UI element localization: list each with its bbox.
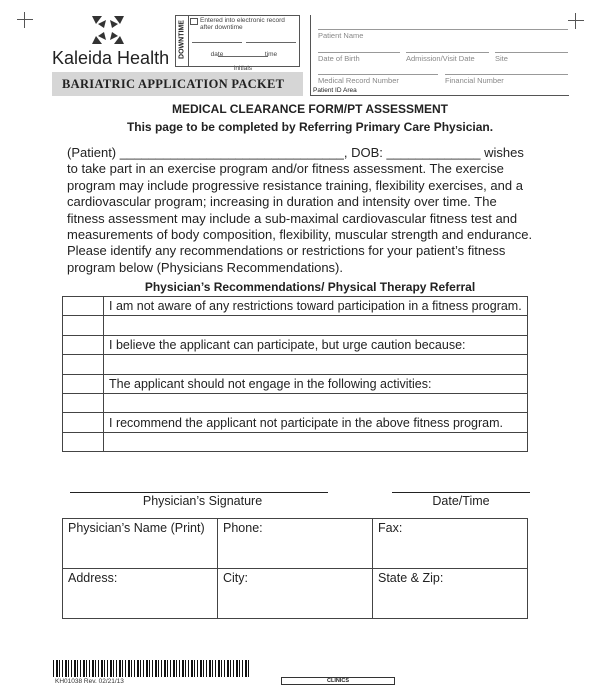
fax-field[interactable]: Fax: [373,519,528,569]
downtime-time-field[interactable]: time [246,42,296,61]
table-row [63,569,528,619]
table-row [63,393,528,412]
brand-name: Kaleida Health [52,48,170,68]
recommendations-heading: Physician’s Recommendations/ Physical Therapy Referral [144,280,476,294]
datetime-field[interactable] [392,492,530,493]
table-row: I am not aware of any restrictions toward participation in a fitness program. [63,297,528,316]
checkbox-cell[interactable] [63,316,104,335]
notes-cell[interactable] [104,432,528,451]
barcode [53,660,250,677]
downtime-label: DOWNTIME [178,20,186,59]
mrn-label: Medical Record Number [318,76,399,85]
address-field[interactable]: Address: [63,569,218,619]
city-field[interactable]: City: [218,569,373,619]
downtime-initials-field[interactable]: initials [218,56,268,75]
kaleida-logo-icon [90,14,126,46]
dob-label: Date of Birth [318,54,360,63]
physician-info-table [62,518,528,619]
checkbox-cell[interactable] [63,432,104,451]
checkbox-cell[interactable] [63,393,104,412]
checkbox-cell[interactable] [63,355,104,374]
recommendations-table [62,296,528,452]
form-title: MEDICAL CLEARANCE FORM/PT ASSESSMENT [171,102,448,116]
table-row [63,316,528,335]
admission-date-label: Admission/Visit Date [406,54,475,63]
physician-name-field[interactable]: Physician’s Name (Print) [63,519,218,569]
notes-cell[interactable] [104,316,528,335]
checkbox-cell[interactable] [63,335,104,354]
patient-id-area-label: Patient ID Area [313,87,357,94]
table-row: I recommend the applicant not participate in the above fitness program. [63,413,528,432]
notes-cell[interactable] [104,393,528,412]
form-code: KH01038 Rev. 02/21/13 [55,678,124,685]
patient-name-label: Patient Name [318,31,364,40]
notes-cell[interactable] [104,355,528,374]
form-subtitle: This page to be completed by Referring Primary Care Physician. [126,120,494,134]
table-row [63,432,528,451]
site-label: Site [495,54,508,63]
phone-field[interactable]: Phone: [218,519,373,569]
crop-mark-icon [17,12,33,28]
downtime-date-field[interactable]: date [192,42,242,61]
signature-label: Physician’s Signature [142,494,263,508]
patient-id-area [310,15,569,96]
checkbox-cell[interactable] [63,374,104,393]
financial-number-label: Financial Number [445,76,504,85]
table-row [63,519,528,569]
downtime-checkbox[interactable] [190,18,198,25]
datetime-label: Date/Time [432,494,490,508]
instructions-paragraph: (Patient) _______________________________, DOB: _____________ wishes to take part in an exercise program and/or fitness assessment. The exercise program may include progressive resistance training, flexibility exercises, and a cardiovascular program; increasing in duration and intensity over time. The fitness assessment may include a sub-maximal cardiovascular fitness test and measurements of body composition, flexibility, muscular strength and endurance. Please identify any recommendations or restrictions for your patient’s fitness program below (Physicians Recommendations). [67,145,533,275]
table-row: I believe the applicant can participate, but urge caution because: [63,335,528,354]
table-row: The applicant should not engage in the following activities: [63,374,528,393]
clinics-label: CLINICS [281,677,395,685]
crop-mark-icon [568,13,584,29]
checkbox-cell[interactable] [63,297,104,316]
packet-title: BARIATRIC APPLICATION PACKET [52,72,303,96]
downtime-box [175,15,300,72]
table-row [63,355,528,374]
state-zip-field[interactable]: State & Zip: [373,569,528,619]
downtime-checkbox-label: Entered into electronic record after downtime [200,17,285,31]
signature-field[interactable] [70,492,328,493]
checkbox-cell[interactable] [63,413,104,432]
